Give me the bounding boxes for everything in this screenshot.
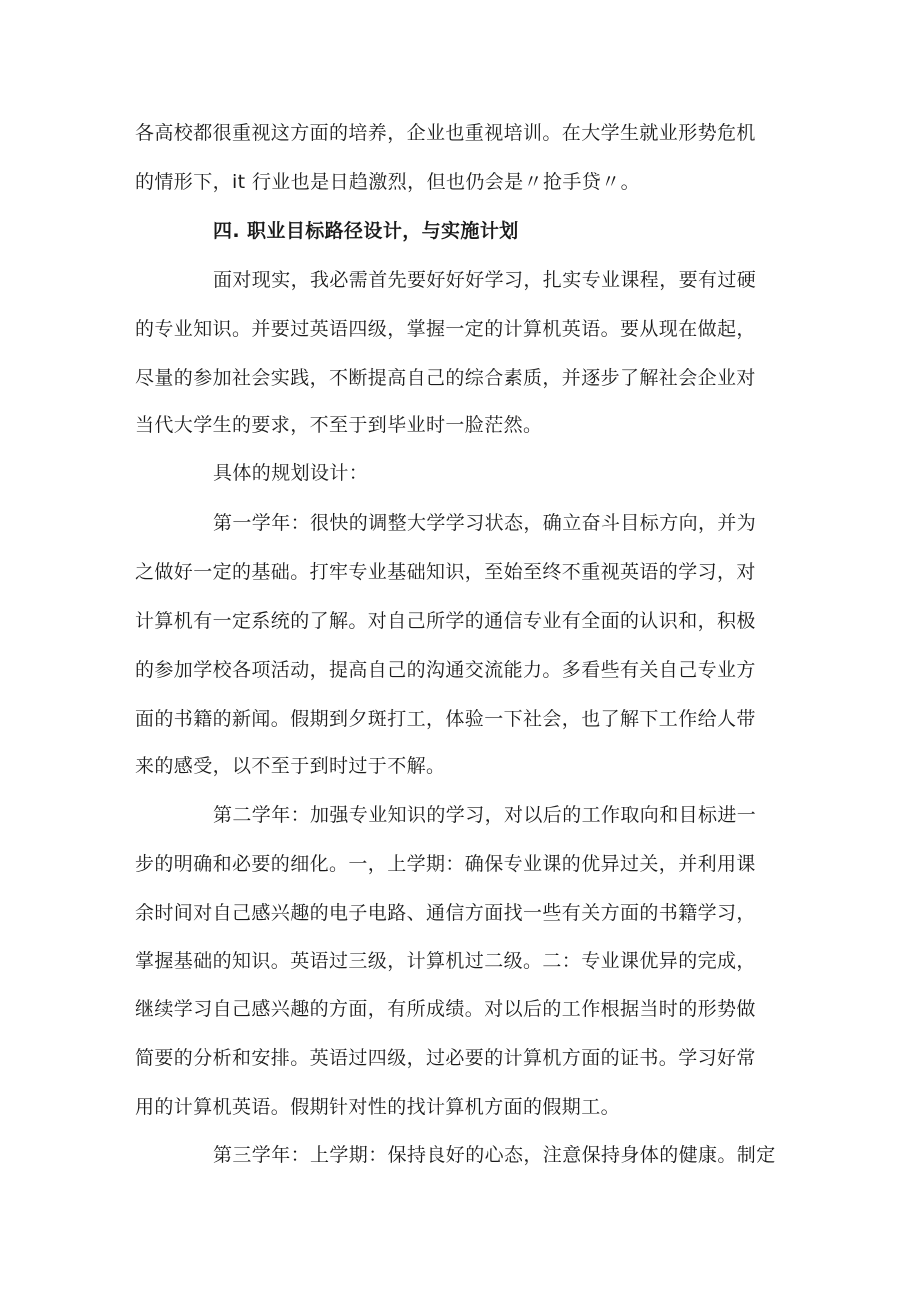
- paragraph-line: 第一学年：很快的调整大学学习状态，确立奋斗目标方向，并为: [213, 512, 757, 534]
- paragraph-line: 面的书籍的新闻。假期到夕斑打工，体验一下社会，也了解下工作给人带: [135, 708, 756, 730]
- paragraph-line: 来的感受，以不至于到时过于不解。: [135, 755, 446, 777]
- paragraph-line: 面对现实，我必需首先要好好好学习，扎实专业课程，要有过硬: [213, 269, 757, 291]
- paragraph-line: 当代大学生的要求，不至于到毕业时一脸茫然。: [135, 414, 543, 436]
- paragraph-line: 第二学年：加强专业知识的学习，对以后的工作取向和目标进一: [213, 804, 757, 826]
- paragraph-line: 用的计算机英语。假期针对性的找计算机方面的假期工。: [135, 1096, 621, 1118]
- paragraph-line: 第三学年：上学期：保持良好的心态，注意保持身体的健康。制定: [213, 1144, 776, 1166]
- paragraph-line: 的专业知识。并要过英语四级，掌握一定的计算机英语。要从现在做起，: [135, 318, 756, 340]
- section-heading: 四. 职业目标路径设计，与实施计划: [213, 220, 519, 242]
- paragraph-line: 余时间对自己感兴趣的电子电路、通信方面找一些有关方面的书籍学习，: [135, 902, 756, 924]
- paragraph-line: 各高校都很重视这方面的培养，企业也重视培训。在大学生就业形势危机: [135, 122, 756, 144]
- paragraph-line: 具体的规划设计：: [213, 462, 369, 484]
- paragraph-line: 掌握基础的知识。英语过三级，计算机过二级。二：专业课优异的完成，: [135, 950, 756, 972]
- paragraph-line: 步的明确和必要的细化。一，上学期：确保专业课的优异过关，并利用课: [135, 853, 756, 875]
- paragraph-line: 计算机有一定系统的了解。对自己所学的通信专业有全面的认识和，积极: [135, 610, 756, 632]
- paragraph-line: 的参加学校各项活动，提高自己的沟通交流能力。多看些有关自己专业方: [135, 659, 756, 681]
- paragraph-line: 简要的分析和安排。英语过四级，过必要的计算机方面的证书。学习好常: [135, 1047, 756, 1069]
- paragraph-line: 之做好一定的基础。打牢专业基础知识，至始至终不重视英语的学习，对: [135, 561, 756, 583]
- paragraph-line: 继续学习自己感兴趣的方面，有所成绩。对以后的工作根据当时的形势做: [135, 998, 756, 1020]
- paragraph-line: 的情形下，it 行业也是日趋激烈，但也仍会是〃抢手贷〃。: [135, 171, 640, 193]
- paragraph-line: 尽量的参加社会实践，不断提高自己的综合素质，并逐步了解社会企业对: [135, 367, 756, 389]
